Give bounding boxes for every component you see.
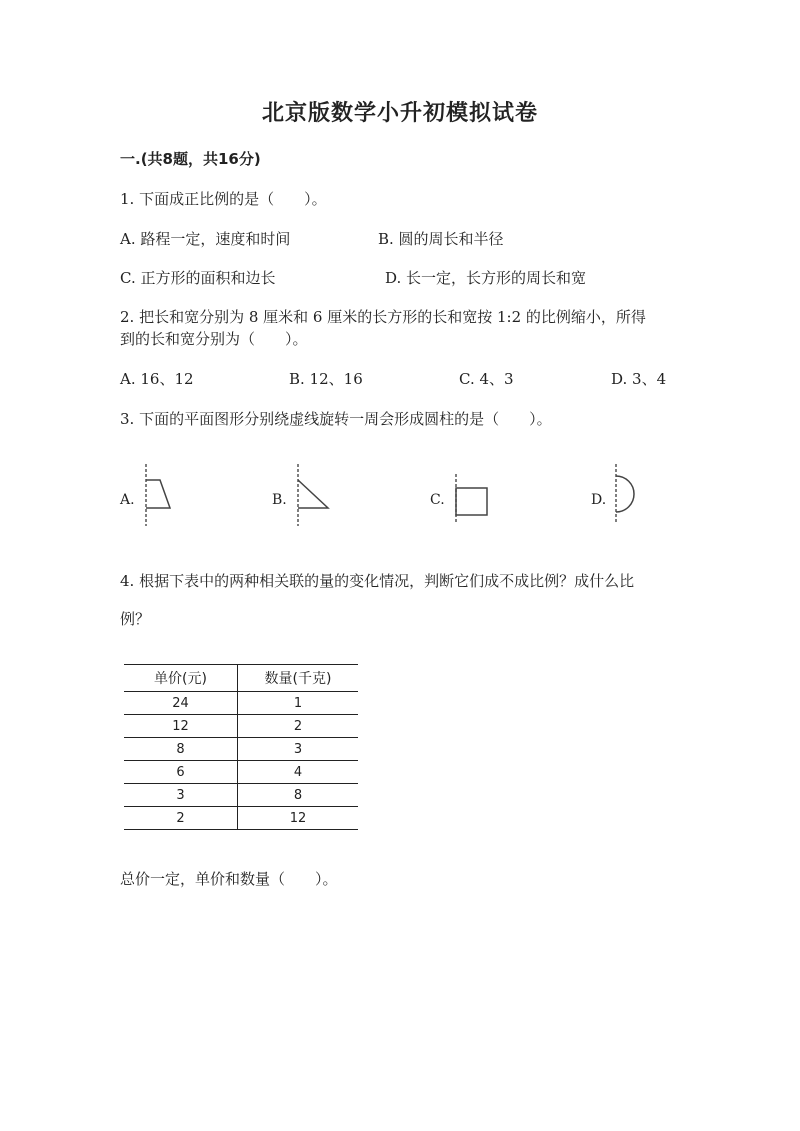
page-title: 北京版数学小升初模拟试卷	[261, 101, 538, 126]
cell-quantity: 8	[238, 784, 359, 807]
table-row	[124, 715, 358, 738]
table-header-row	[124, 665, 358, 692]
question-2-stem-line-1: 2. 把长和宽分别为 8 厘米和 6 厘米的长方形的长和宽按 1:2 的比例缩小，所得	[120, 308, 646, 326]
cell-unit-price: 3	[124, 784, 238, 807]
figure-c-label: C.	[430, 492, 445, 508]
question-1-option-a: A. 路程一定，速度和时间	[120, 230, 291, 248]
figure-d-label: D.	[591, 492, 607, 508]
question-2-option-c: C. 4、3	[459, 370, 514, 388]
question-2-option-b: B. 12、16	[289, 370, 363, 388]
table-row	[124, 784, 358, 807]
question-1-stem: 1. 下面成正比例的是（ ）。	[120, 190, 327, 208]
cell-quantity: 4	[238, 761, 359, 784]
column-header-quantity: 数量(千克)	[238, 665, 359, 692]
question-4-stem-line-1: 4. 根据下表中的两种相关联的量的变化情况，判断它们成不成比例？成什么比	[120, 572, 635, 590]
triangle-icon	[290, 462, 332, 528]
cell-quantity: 3	[238, 738, 359, 761]
rectangle-icon	[448, 472, 492, 524]
question-1-option-b: B. 圆的周长和半径	[378, 230, 504, 248]
cell-unit-price: 2	[124, 807, 238, 830]
cell-quantity: 2	[238, 715, 359, 738]
cell-unit-price: 6	[124, 761, 238, 784]
figure-a-label: A.	[120, 492, 135, 508]
table-row	[124, 761, 358, 784]
price-quantity-table	[124, 664, 358, 830]
question-1-option-c: C. 正方形的面积和边长	[120, 269, 276, 287]
question-2-option-d: D. 3、4	[611, 370, 667, 388]
semicircle-icon	[608, 462, 642, 524]
cell-quantity: 12	[238, 807, 359, 830]
trapezoid-icon	[138, 462, 178, 528]
cell-unit-price: 8	[124, 738, 238, 761]
cell-unit-price: 12	[124, 715, 238, 738]
question-3-stem: 3. 下面的平面图形分别绕虚线旋转一周会形成圆柱的是（ ）。	[120, 410, 552, 428]
question-1-option-d: D. 长一定，长方形的周长和宽	[385, 269, 587, 287]
question-2-option-a: A. 16、12	[120, 370, 194, 388]
figure-b-label: B.	[272, 492, 287, 508]
table-row	[124, 807, 358, 830]
question-4-stem-line-2: 例？	[120, 610, 151, 628]
cell-unit-price: 24	[124, 692, 238, 715]
cell-quantity: 1	[238, 692, 359, 715]
question-2-stem-line-2: 到的长和宽分别为（ ）。	[120, 330, 308, 348]
section-heading: 一.(共8题，共16分)	[120, 150, 261, 168]
table-row	[124, 692, 358, 715]
table-row	[124, 738, 358, 761]
question-4-answer-line: 总价一定，单价和数量（ ）。	[120, 870, 338, 888]
column-header-unit-price: 单价(元)	[124, 665, 238, 692]
